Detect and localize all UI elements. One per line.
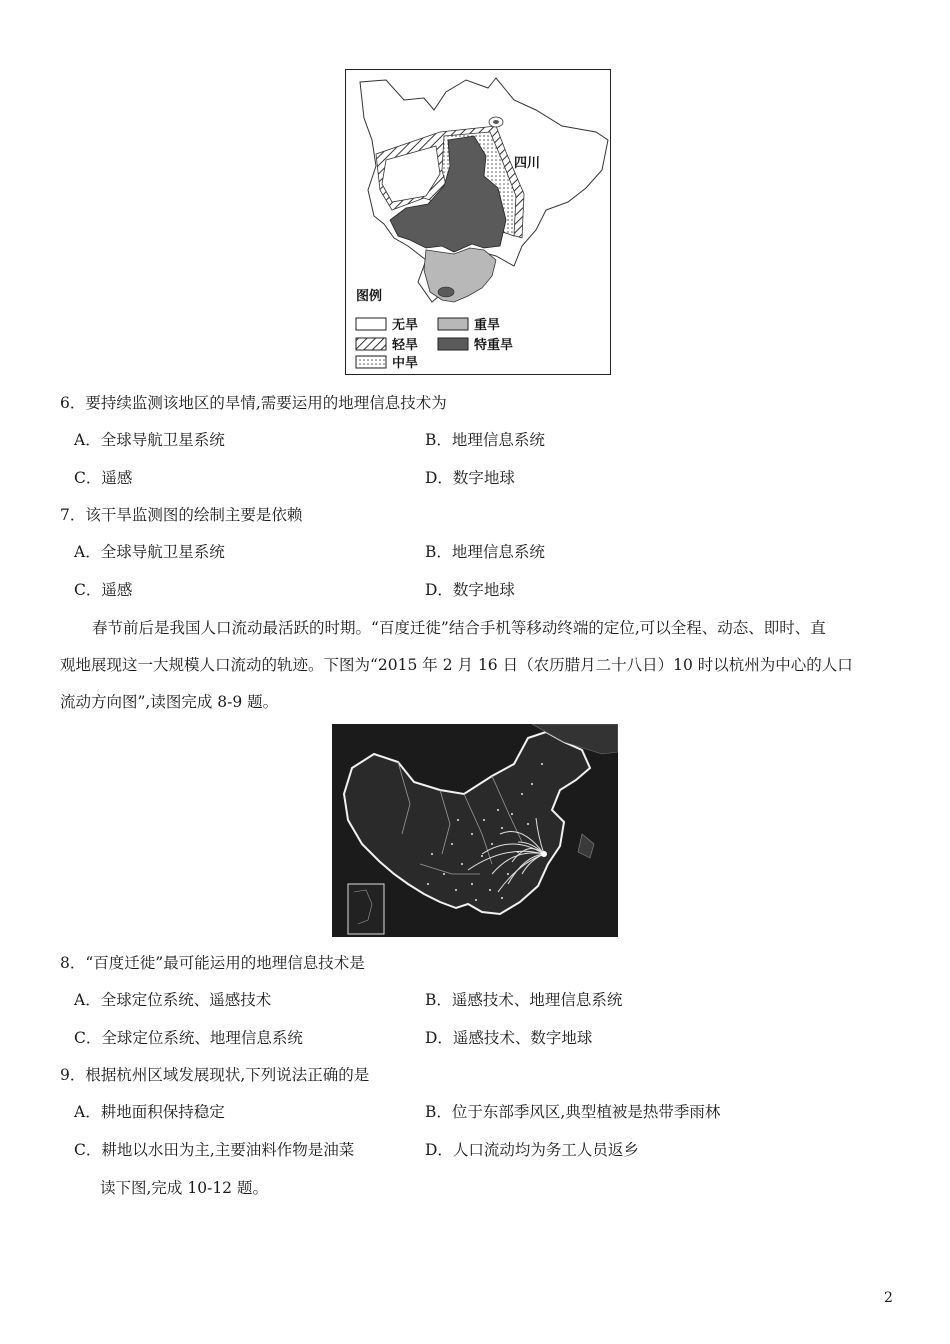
question-7-option-b: B．地理信息系统: [425, 543, 545, 561]
svg-text:特重旱: 特重旱: [474, 338, 514, 353]
question-8-option-a: A．全球定位系统、遥感技术: [74, 991, 272, 1009]
page-number: 2: [884, 1290, 893, 1306]
svg-text:重旱: 重旱: [474, 318, 501, 333]
question-6-option-b: B．地理信息系统: [425, 431, 545, 449]
question-6-option-c: C．遥感: [74, 469, 133, 487]
question-9-stem: 9．根据杭州区域发展现状,下列说法正确的是: [60, 1066, 370, 1084]
inset-box: [348, 884, 384, 934]
passage-line-3: 流动方向图”,读图完成 8-9 题。: [60, 693, 279, 711]
svg-text:中旱: 中旱: [392, 356, 419, 371]
question-6-option-a: A．全球导航卫星系统: [74, 431, 225, 449]
passage-line-1: 春节前后是我国人口流动最活跃的时期。“百度迁徙”结合手机等移动终端的定位,可以全程、动态、即时、直: [92, 619, 826, 637]
question-8-option-d: D．遥感技术、数字地球: [425, 1029, 593, 1047]
svg-text:无旱: 无旱: [392, 318, 419, 333]
question-8-stem: 8．“百度迁徙”最可能运用的地理信息技术是: [60, 954, 365, 972]
question-7-option-d: D．数字地球: [425, 581, 515, 599]
question-8-option-b: B．遥感技术、地理信息系统: [425, 991, 623, 1009]
region-label-sichuan: 四川: [514, 156, 541, 171]
passage-line-2: 观地展现这一大规模人口流动的轨迹。下图为“2015 年 2 月 16 日（农历腊月二十八日）10 时以杭州为中心的人口: [60, 656, 853, 674]
migration-map-figure: [332, 724, 618, 937]
severe-drought-area: [424, 248, 496, 302]
question-8-option-c: C．全球定位系统、地理信息系统: [74, 1029, 303, 1047]
legend-item-heavy: [438, 317, 500, 333]
question-7-option-a: A．全球导航卫星系统: [74, 543, 225, 561]
legend-item-extreme: [438, 337, 513, 353]
drought-map-figure: [345, 69, 611, 375]
question-6-option-d: D．数字地球: [425, 469, 515, 487]
hangzhou-center: [541, 851, 547, 857]
drought-map-svg: [346, 70, 610, 374]
legend-title: 图例: [356, 289, 383, 304]
question-6-stem: 6．要持续监测该地区的旱情,需要运用的地理信息技术为: [60, 394, 447, 412]
legend-item-light: [356, 337, 418, 353]
svg-text:轻旱: 轻旱: [392, 338, 419, 353]
question-7-option-c: C．遥感: [74, 581, 133, 599]
question-7-stem: 7．该干旱监测图的绘制主要是依赖: [60, 506, 303, 524]
migration-map-svg: [332, 724, 618, 937]
question-9-option-b: B．位于东部季风区,典型植被是热带季雨林: [425, 1103, 721, 1121]
closing-instruction: 读下图,完成 10-12 题。: [100, 1179, 268, 1197]
legend-item-none: [356, 317, 418, 333]
question-9-option-c: C．耕地以水田为主,主要油料作物是油菜: [74, 1141, 355, 1159]
question-9-option-d: D．人口流动均为务工人员返乡: [425, 1141, 639, 1159]
question-9-option-a: A．耕地面积保持稳定: [74, 1103, 225, 1121]
legend-item-medium: [356, 355, 418, 371]
